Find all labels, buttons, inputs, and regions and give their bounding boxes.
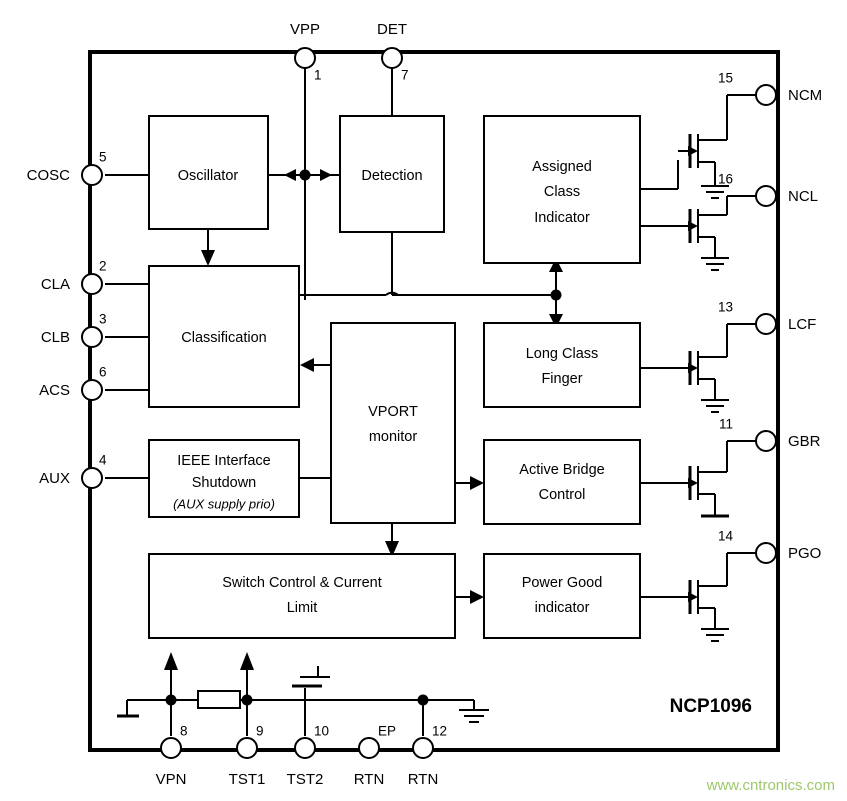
watermark: www.cntronics.com [706,777,835,794]
pin-pgo-number: 14 [717,528,733,544]
pin-rtn-ep-label: RTN [353,770,385,788]
pin-lcf-label: LCF [788,315,817,333]
pin-cosc[interactable] [27,150,107,185]
pin-cosc-label: COSC [26,166,70,184]
pin-det-number: 7 [401,67,409,83]
pin-clb-number: 3 [99,311,107,327]
block-classification-label: Classification [181,329,267,346]
block-oscillator-label: Oscillator [177,167,239,184]
pin-ncl-label: NCL [788,187,819,205]
block-detection-label: Detection [361,167,423,184]
pin-lcf-number: 13 [717,299,733,315]
block-long-class-finger-label-2: Finger [541,370,583,387]
block-oscillator [149,116,268,229]
pin-clb-label: CLB [40,328,70,346]
block-classification [149,266,299,407]
block-ieee-interface-shutdown [149,440,299,517]
pin-acs-label: ACS [39,381,70,399]
output-stage-gbr [640,441,756,516]
block-assigned-class-indicator [484,116,640,263]
block-assigned-class-indicator-label-1: Assigned [532,158,592,175]
pin-ncl-number: 16 [717,171,733,187]
pin-aux[interactable] [39,453,107,488]
pin-cla[interactable] [41,259,107,294]
pin-vpn-number: 8 [180,723,188,739]
output-stage-ncl [640,196,756,270]
block-detection [340,116,444,232]
pin-aux-number: 4 [99,452,107,468]
pin-lcf[interactable] [718,300,816,334]
pin-rtn-ep-number: EP [378,723,397,739]
pin-vpp-number: 1 [314,67,322,83]
output-stage-pgo [640,553,756,641]
block-power-good-indicator-label-2: indicator [534,599,590,616]
pin-pgo-label: PGO [788,544,822,562]
pin-rtn-12[interactable] [408,724,447,788]
block-active-bridge-control [484,440,640,524]
block-assigned-class-indicator-label-2: Class [543,183,581,200]
pin-vpn-label: VPN [155,770,187,788]
block-vport-monitor [331,323,455,523]
pin-ncm[interactable] [718,71,822,105]
block-power-good-indicator [484,554,640,638]
pin-cla-number: 2 [99,258,107,274]
block-ieee-interface-shutdown-label-2: Shutdown [191,474,257,491]
pin-clb[interactable] [41,312,107,347]
pin-cosc-number: 5 [99,149,107,165]
pin-tst1-number: 9 [256,723,264,739]
block-active-bridge-control-label-2: Control [538,486,586,503]
block-switch-control-label-1: Switch Control & Current [222,574,382,591]
output-stage-lcf [640,324,756,412]
pin-acs[interactable] [39,365,106,400]
pin-tst1-label: TST1 [228,770,266,788]
pin-rtn-ep[interactable] [354,724,396,788]
pin-ncm-number: 15 [717,70,733,86]
pin-aux-label: AUX [39,469,70,487]
block-long-class-finger [484,323,640,407]
pin-gbr[interactable] [719,417,821,451]
block-vport-monitor-label-2: monitor [368,428,418,445]
part-name: NCP1096 [669,696,752,717]
block-assigned-class-indicator-label-3: Indicator [534,209,590,226]
block-active-bridge-control-label-1: Active Bridge [519,461,605,478]
pin-cla-label: CLA [40,275,70,293]
block-vport-monitor-label-1: VPORT [368,403,418,420]
block-switch-control-label-2: Limit [286,599,318,616]
pin-det-label: DET [377,20,407,38]
block-long-class-finger-label-1: Long Class [525,345,599,362]
pin-tst2-number: 10 [314,723,330,739]
block-power-good-indicator-label-1: Power Good [521,574,603,591]
pin-rtn-12-label: RTN [407,770,439,788]
pin-acs-number: 6 [99,364,107,380]
pin-pgo[interactable] [718,529,821,563]
pin-rtn-12-number: 12 [432,723,448,739]
pin-tst2[interactable] [287,724,329,788]
pin-gbr-label: GBR [788,432,821,450]
block-ieee-interface-shutdown-label-3: (AUX supply prio) [173,496,275,512]
pin-ncl[interactable] [718,172,818,206]
pin-ncm-label: NCM [788,86,823,104]
pin-tst2-label: TST2 [286,770,324,788]
block-ieee-interface-shutdown-label-1: IEEE Interface [177,452,271,469]
block-switch-control-current-limit [149,554,455,638]
pin-vpp-label: VPP [289,20,321,38]
pin-gbr-number: 11 [718,416,733,432]
output-stage-ncm [640,95,756,198]
